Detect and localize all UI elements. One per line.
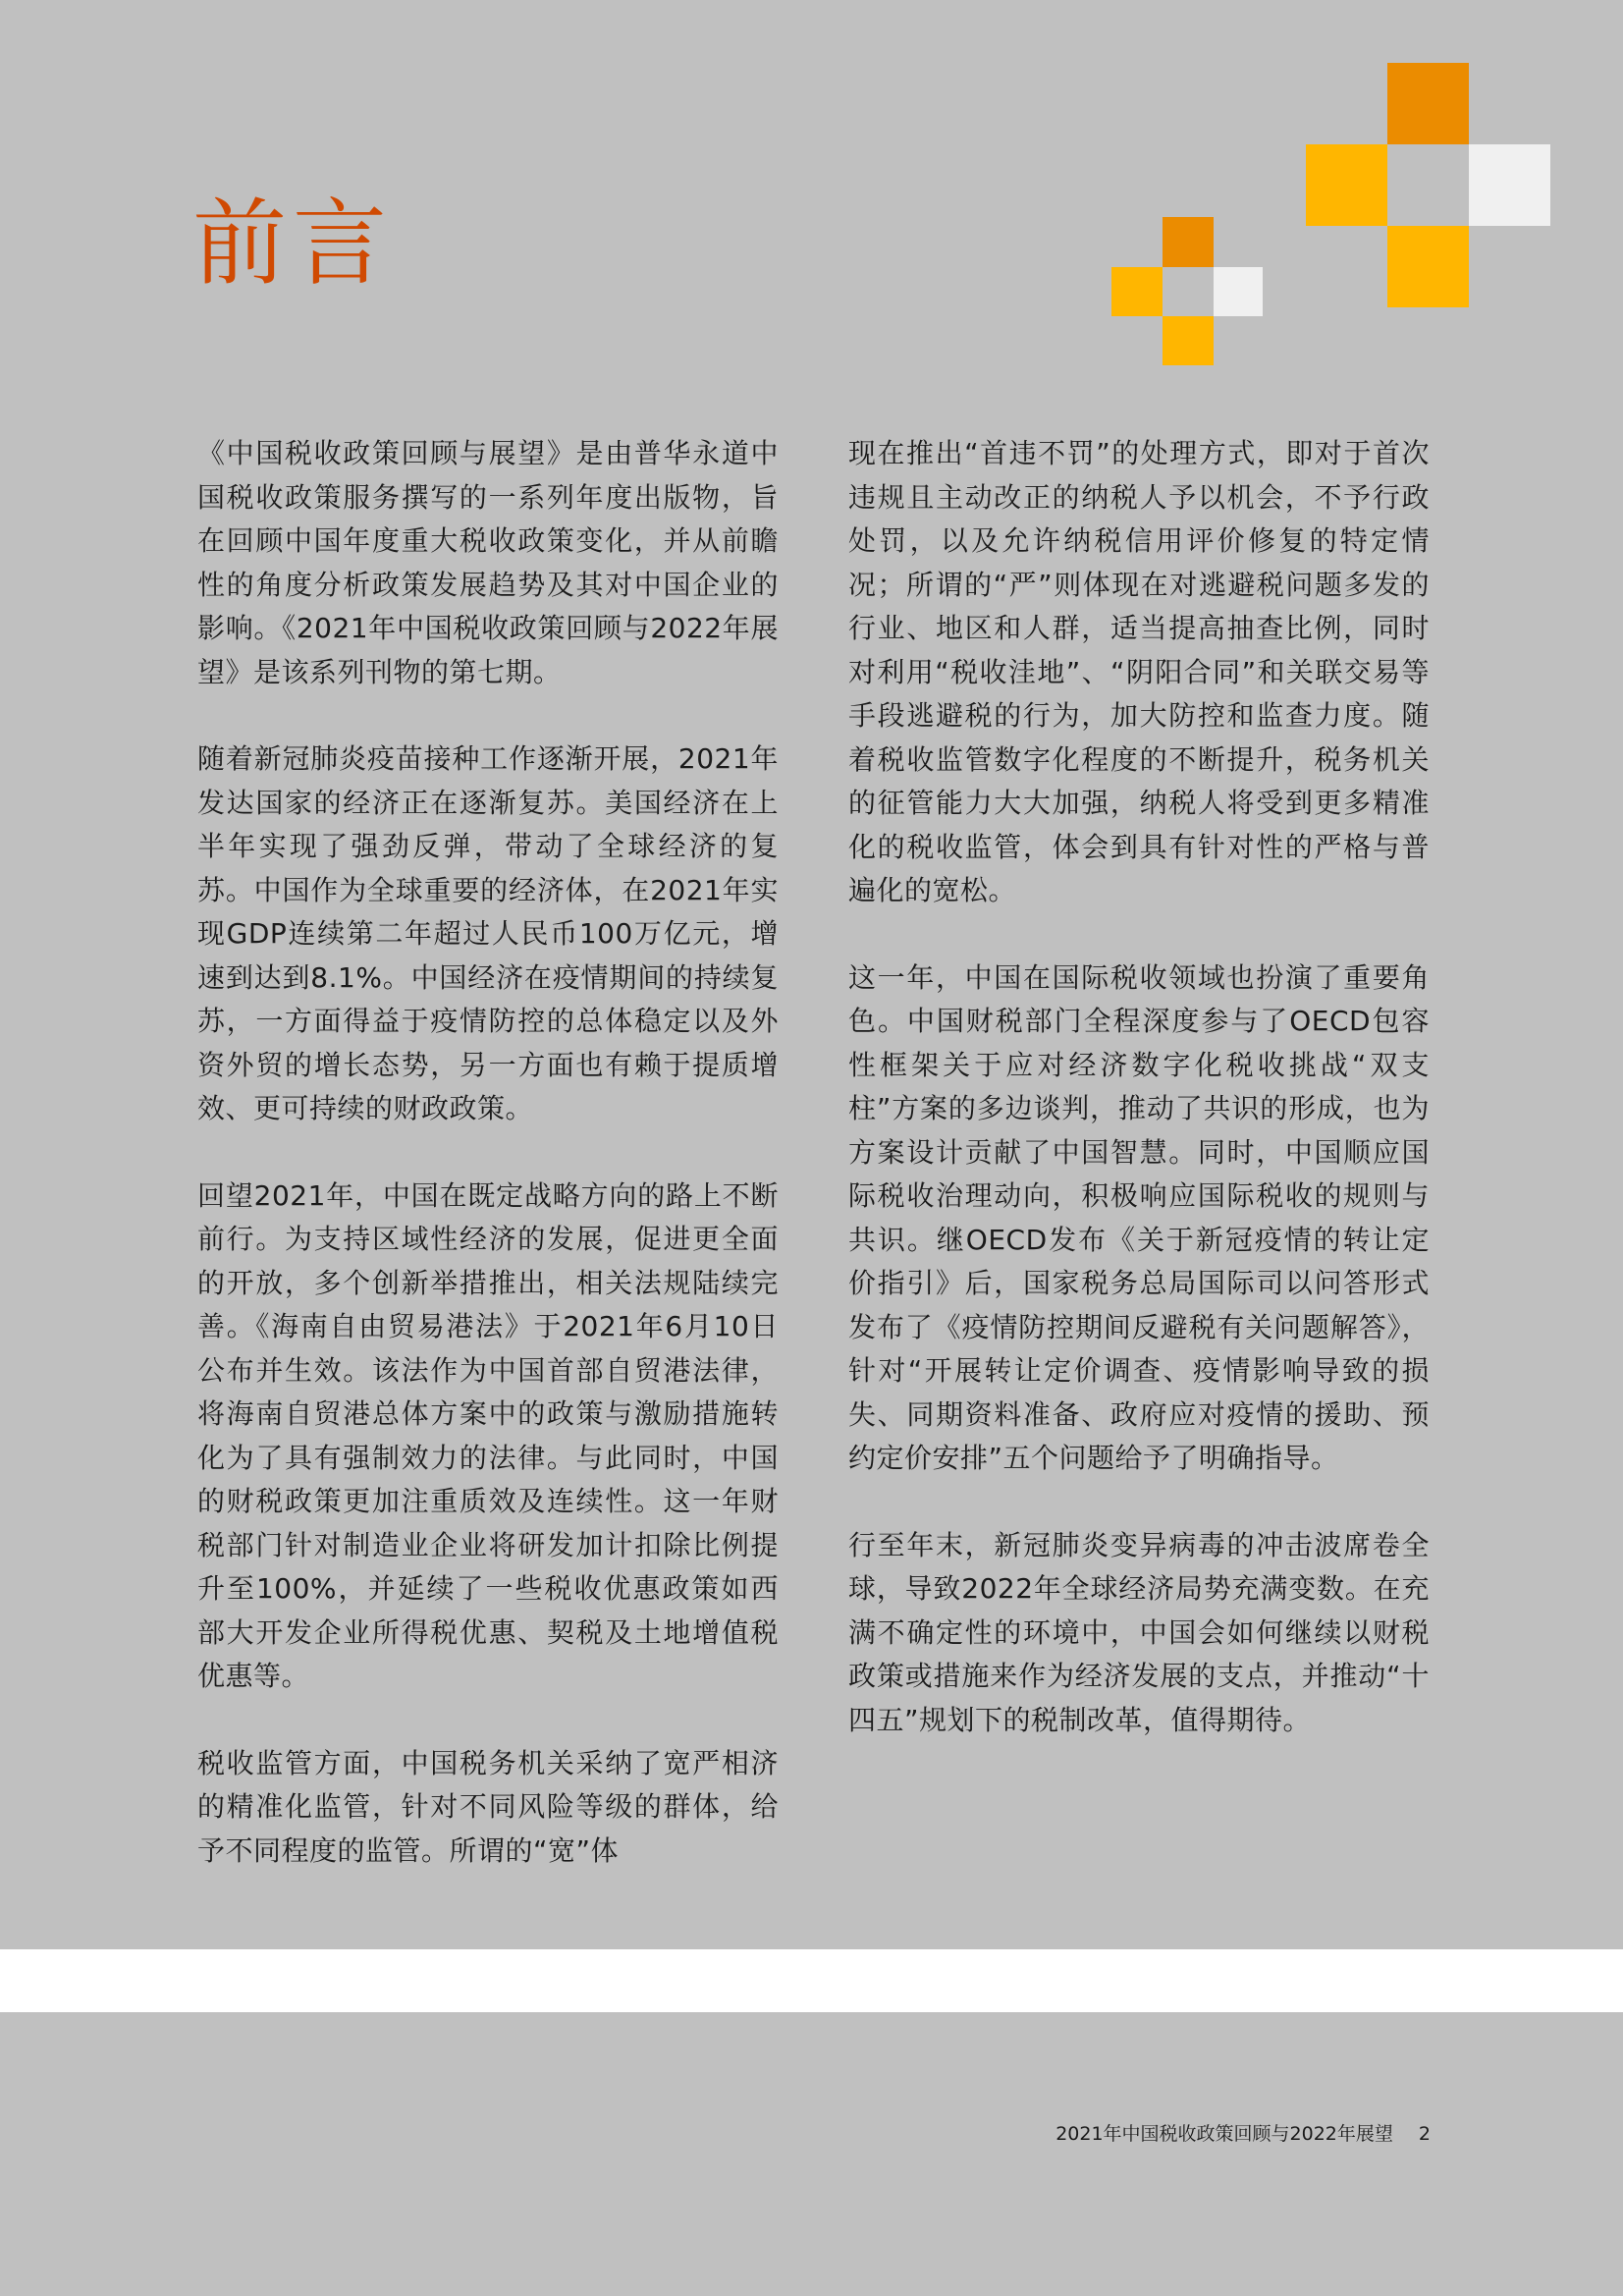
yellow-square: [1111, 267, 1163, 316]
yellow-square: [1306, 144, 1387, 226]
page-footer: [1055, 2121, 1431, 2147]
page-title: 前言: [192, 189, 393, 299]
body-paragraph: 回望2021年，中国在既定战略方向的路上不断前行。为支持区域性经济的发展，促进更全面的开放，多个创新举措推出，相关法规陆续完善。《海南自由贸易港法》于2021年6月10日公布并生效。该法作为中国首部自贸港法律，将海南自贸港总体方案中的政策与激励措施转化为了具有强制效力的法律。与此同时，中国的财税政策更加注重质效及连续性。这一年财税部门针对制造业企业将研发加计扣除比例提升至100%，并延续了一些税收优惠政策如西部大开发企业所得税优惠、契税及土地增值税优惠等。: [197, 1178, 779, 1692]
body-paragraph: 税收监管方面，中国税务机关采纳了宽严相济的精准化监管，针对不同风险等级的群体，给予不同程度的监管。所谓的“宽”体: [197, 1746, 779, 1867]
left-text-column: [197, 432, 779, 1916]
white-divider-band: [0, 1949, 1623, 2012]
body-paragraph: 现在推出“首违不罚”的处理方式，即对于首次违规且主动改正的纳税人予以机会，不予行政处罚，以及允许纳税信用评价修复的特定情况；所谓的“严”则体现在对逃避税问题多发的行业、地区和人群，适当提高抽查比例，同时对利用“税收洼地”、“阴阳合同”和关联交易等手段逃避税的行为，加大防控和监查力度。随着税收监管数字化程度的不断提升，税务机关的征管能力大大加强，纳税人将受到更多精准化的税收监管，体会到具有针对性的严格与普遍化的宽松。: [848, 437, 1430, 906]
body-paragraph: 随着新冠肺炎疫苗接种工作逐渐开展，2021年发达国家的经济正在逐渐复苏。美国经济在上半年实现了强劲反弹，带动了全球经济的复苏。中国作为全球重要的经济体，在2021年实现GDP连续第二年超过人民币100万亿元，增速到达到8.1%。中国经济在疫情期间的持续复苏，一方面得益于疫情防控的总体稳定以及外资外贸的增长态势，另一方面也有赖于提质增效、更可持续的财政政策。: [197, 742, 779, 1124]
body-paragraph: 这一年，中国在国际税收领域也扮演了重要角色。中国财税部门全程深度参与了OECD包容性框架关于应对经济数字化税收挑战“双支柱”方案的多边谈判，推动了共识的形成，也为方案设计贡献了中国智慧。同时，中国顺应国际税收治理动向，积极响应国际税收的规则与共识。继OECD发布《关于新冠疫情的转让定价指引》后，国家税务总局国际司以问答形式发布了《疫情防控期间反避税有关问题解答》，针对“开展转让定价调查、疫情影响导致的损失、同期资料准备、政府应对疫情的援助、预约定价安排”五个问题给予了明确指导。: [848, 960, 1430, 1474]
body-paragraph: 行至年末，新冠肺炎变异病毒的冲击波席卷全球，导致2022年全球经济局势充满变数。在充满不确定性的环境中，中国会如何继续以财税政策或措施来作为经济发展的支点，并推动“十四五”规划下的税制改革，值得期待。: [848, 1528, 1430, 1736]
orange-square: [1163, 217, 1214, 267]
yellow-square: [1163, 316, 1214, 365]
white-square: [1469, 144, 1550, 226]
right-text-column: [848, 432, 1430, 1785]
yellow-square: [1387, 226, 1469, 307]
orange-square: [1387, 63, 1469, 144]
white-square: [1214, 267, 1263, 316]
page-number: 2: [1418, 2123, 1431, 2145]
body-paragraph: 《中国税收政策回顾与展望》是由普华永道中国税收政策服务撰写的一系列年度出版物，旨在回顾中国年度重大税收政策变化，并从前瞻性的角度分析政策发展趋势及其对中国企业的影响。《2021年中国税收政策回顾与2022年展望》是该系列刊物的第七期。: [197, 437, 779, 688]
footer-title: 2021年中国税收政策回顾与2022年展望: [1055, 2123, 1393, 2145]
